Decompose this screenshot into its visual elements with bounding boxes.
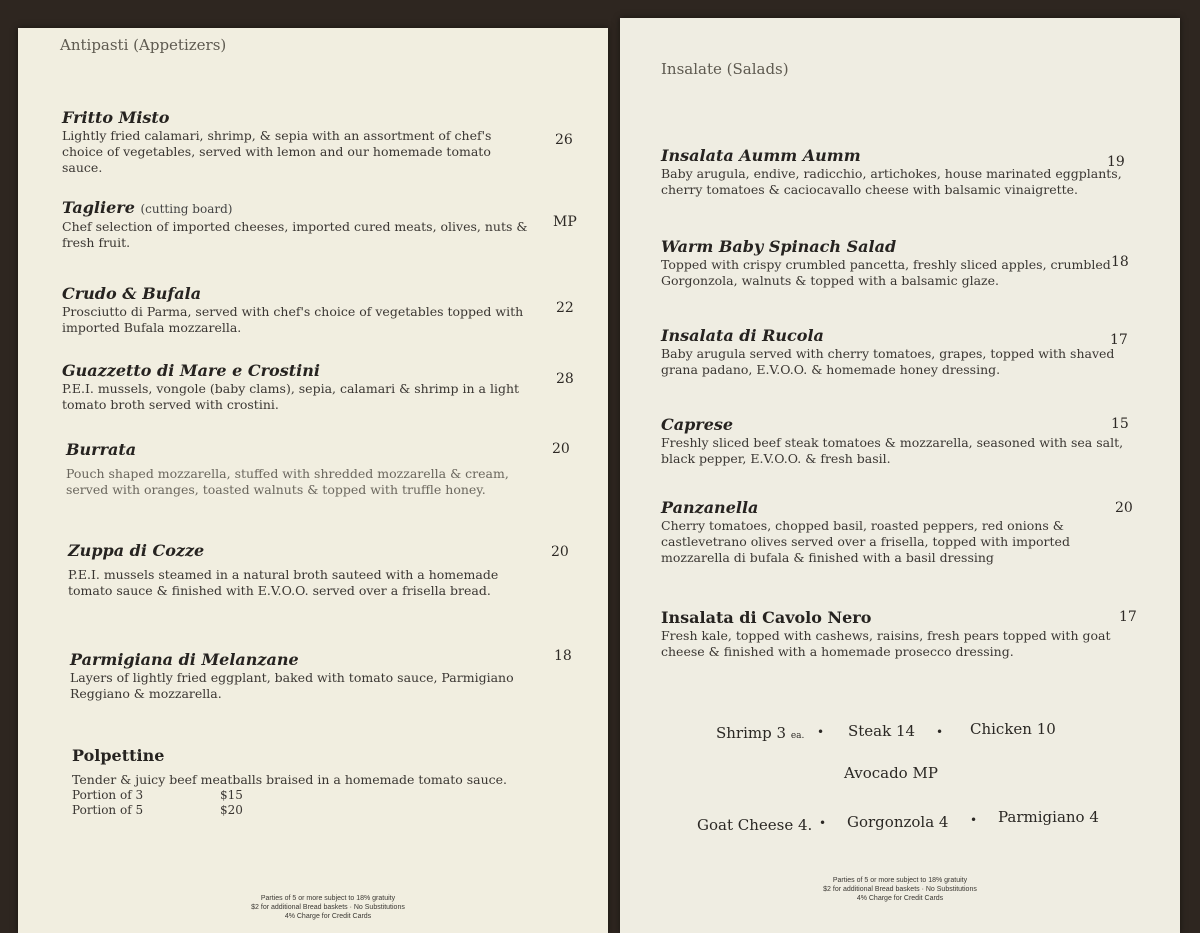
footnote-line: 4% Charge for Credit Cards xyxy=(856,895,944,902)
portion-label: Portion of 3 xyxy=(72,788,144,802)
addon-shrimp xyxy=(716,724,804,742)
item-price: 15 xyxy=(1111,416,1129,432)
item-price: 18 xyxy=(1111,254,1129,270)
footnote-line: $2 for additional Bread baskets · No Substitutions xyxy=(251,904,405,911)
addon-avocado: Avocado MP xyxy=(844,764,938,782)
item-description: Prosciutto di Parma, served with chef's choice of vegetables topped with imported Bufala mozzarella. xyxy=(62,304,524,335)
item-description: P.E.I. mussels steamed in a natural broth sauteed with a homemade tomato sauce & finished with E.V.O.O. served over a frisella bread. xyxy=(68,567,499,598)
portion-row xyxy=(72,803,542,818)
menu-item-burrata xyxy=(66,440,536,498)
item-name: Parmigiana di Melanzane xyxy=(70,650,299,669)
separator-dot: • xyxy=(819,816,827,830)
item-price: 28 xyxy=(556,371,574,387)
menu-item-polpettine xyxy=(72,746,542,818)
item-name: Guazzetto di Mare e Crostini xyxy=(62,361,320,380)
item-description: Tender & juicy beef meatballs braised in a homemade tomato sauce. xyxy=(72,772,508,787)
item-name: Zuppa di Cozze xyxy=(68,541,205,560)
addon-gorgonzola: Gorgonzola 4 xyxy=(847,813,949,831)
menu-item-zuppa-di-cozze xyxy=(68,541,538,599)
item-price: 19 xyxy=(1107,154,1125,170)
item-price: 20 xyxy=(551,544,569,560)
item-price: 17 xyxy=(1110,332,1128,348)
item-name: Panzanella xyxy=(661,498,759,517)
item-description: Chef selection of imported cheeses, imported cured meats, olives, nuts & fresh fruit. xyxy=(62,219,528,250)
menu-item-guazzetto xyxy=(62,361,532,413)
footnote xyxy=(800,876,1000,903)
menu-item-caprese xyxy=(661,415,1131,467)
right-menu-page xyxy=(620,18,1180,933)
addon-steak: Steak 14 xyxy=(848,722,916,740)
item-description: Layers of lightly fried eggplant, baked with tomato sauce, Parmigiano Reggiano & mozzarella. xyxy=(70,670,514,701)
item-name: Burrata xyxy=(66,440,137,459)
addon-chicken: Chicken 10 xyxy=(970,720,1056,738)
addon-parmigiano: Parmigiano 4 xyxy=(998,808,1099,826)
footnote-line: Parties of 5 or more subject to 18% gratuity xyxy=(832,877,968,884)
item-price: 20 xyxy=(1115,500,1133,516)
portion-label: Portion of 5 xyxy=(72,803,144,817)
item-description: Lightly fried calamari, shrimp, & sepia with an assortment of chef's choice of vegetables, served with lemon and our homemade tomato sauce. xyxy=(62,128,492,175)
item-price: 20 xyxy=(552,441,570,457)
separator-dot: • xyxy=(936,725,944,739)
menu-item-panzanella xyxy=(661,498,1131,566)
portion-row xyxy=(72,788,542,803)
item-description: Fresh kale, topped with cashews, raisins, fresh pears topped with goat cheese & finished with a homemade prosecco dressing. xyxy=(661,628,1111,659)
addon-goat-cheese: Goat Cheese 4. xyxy=(697,816,813,834)
item-name: Warm Baby Spinach Salad xyxy=(661,237,897,256)
addon-label: Shrimp 3 xyxy=(716,724,787,742)
item-name: Polpettine xyxy=(72,746,165,765)
menu-item-insalata-di-cavolo-nero xyxy=(661,608,1131,660)
menu-item-parmigiana xyxy=(70,650,540,702)
menu-item-insalata-aumm-aumm xyxy=(661,146,1131,198)
item-description: P.E.I. mussels, vongole (baby clams), sepia, calamari & shrimp in a light tomato broth served with crostini. xyxy=(62,381,520,412)
item-description: Baby arugula, endive, radicchio, artichokes, house marinated eggplants, cherry tomatoes & caciocavallo cheese with balsamic vinaigrette. xyxy=(661,166,1122,197)
footnote-line: $2 for additional Bread baskets · No Substitutions xyxy=(823,886,977,893)
item-name: Insalata di Rucola xyxy=(661,326,824,345)
item-price: 26 xyxy=(555,132,573,148)
footnote-line: 4% Charge for Credit Cards xyxy=(284,913,372,920)
menu-item-fritto-misto xyxy=(62,108,532,176)
item-name: Fritto Misto xyxy=(62,108,170,127)
separator-dot: • xyxy=(970,813,978,827)
footnote xyxy=(218,894,438,921)
menu-item-warm-baby-spinach xyxy=(661,237,1131,289)
item-description: Cherry tomatoes, chopped basil, roasted peppers, red onions & castlevetrano olives served over a frisella, topped with imported mozzarella di bufala & finished with a basil dressing xyxy=(661,518,1070,565)
separator-dot: • xyxy=(817,725,825,739)
addon-unit: ea. xyxy=(790,731,805,741)
item-description: Topped with crispy crumbled pancetta, freshly sliced apples, crumbled Gorgonzola, walnuts & topped with a balsamic glaze. xyxy=(661,257,1111,288)
section-title-antipasti: Antipasti (Appetizers) xyxy=(60,36,227,54)
item-description: Baby arugula served with cherry tomatoes, grapes, topped with shaved grana padano, E.V.O.O. & homemade honey dressing. xyxy=(661,346,1115,377)
menu-item-tagliere xyxy=(62,198,532,251)
footnote-line: Parties of 5 or more subject to 18% gratuity xyxy=(260,895,396,902)
item-description: Freshly sliced beef steak tomatoes & mozzarella, seasoned with sea salt, black pepper, E.V.O.O. & fresh basil. xyxy=(661,435,1124,466)
left-menu-page xyxy=(18,28,608,933)
item-name: Caprese xyxy=(661,415,734,434)
item-description: Pouch shaped mozzarella, stuffed with shredded mozzarella & cream, served with oranges, toasted walnuts & topped with truffle honey. xyxy=(66,466,509,497)
item-name: Tagliere xyxy=(62,198,135,217)
section-title-insalate: Insalate (Salads) xyxy=(661,60,789,78)
item-price: 22 xyxy=(556,300,574,316)
item-price: 17 xyxy=(1119,609,1137,625)
item-name: Insalata di Cavolo Nero xyxy=(661,608,872,627)
item-subtitle: (cutting board) xyxy=(140,202,233,216)
menu-item-crudo-bufala xyxy=(62,284,532,336)
menu-item-insalata-di-rucola xyxy=(661,326,1131,378)
item-name: Insalata Aumm Aumm xyxy=(661,146,861,165)
item-price: MP xyxy=(553,214,577,230)
portion-price: $15 xyxy=(220,788,243,802)
item-name: Crudo & Bufala xyxy=(62,284,202,303)
portion-price: $20 xyxy=(220,803,243,817)
item-price: 18 xyxy=(554,648,572,664)
